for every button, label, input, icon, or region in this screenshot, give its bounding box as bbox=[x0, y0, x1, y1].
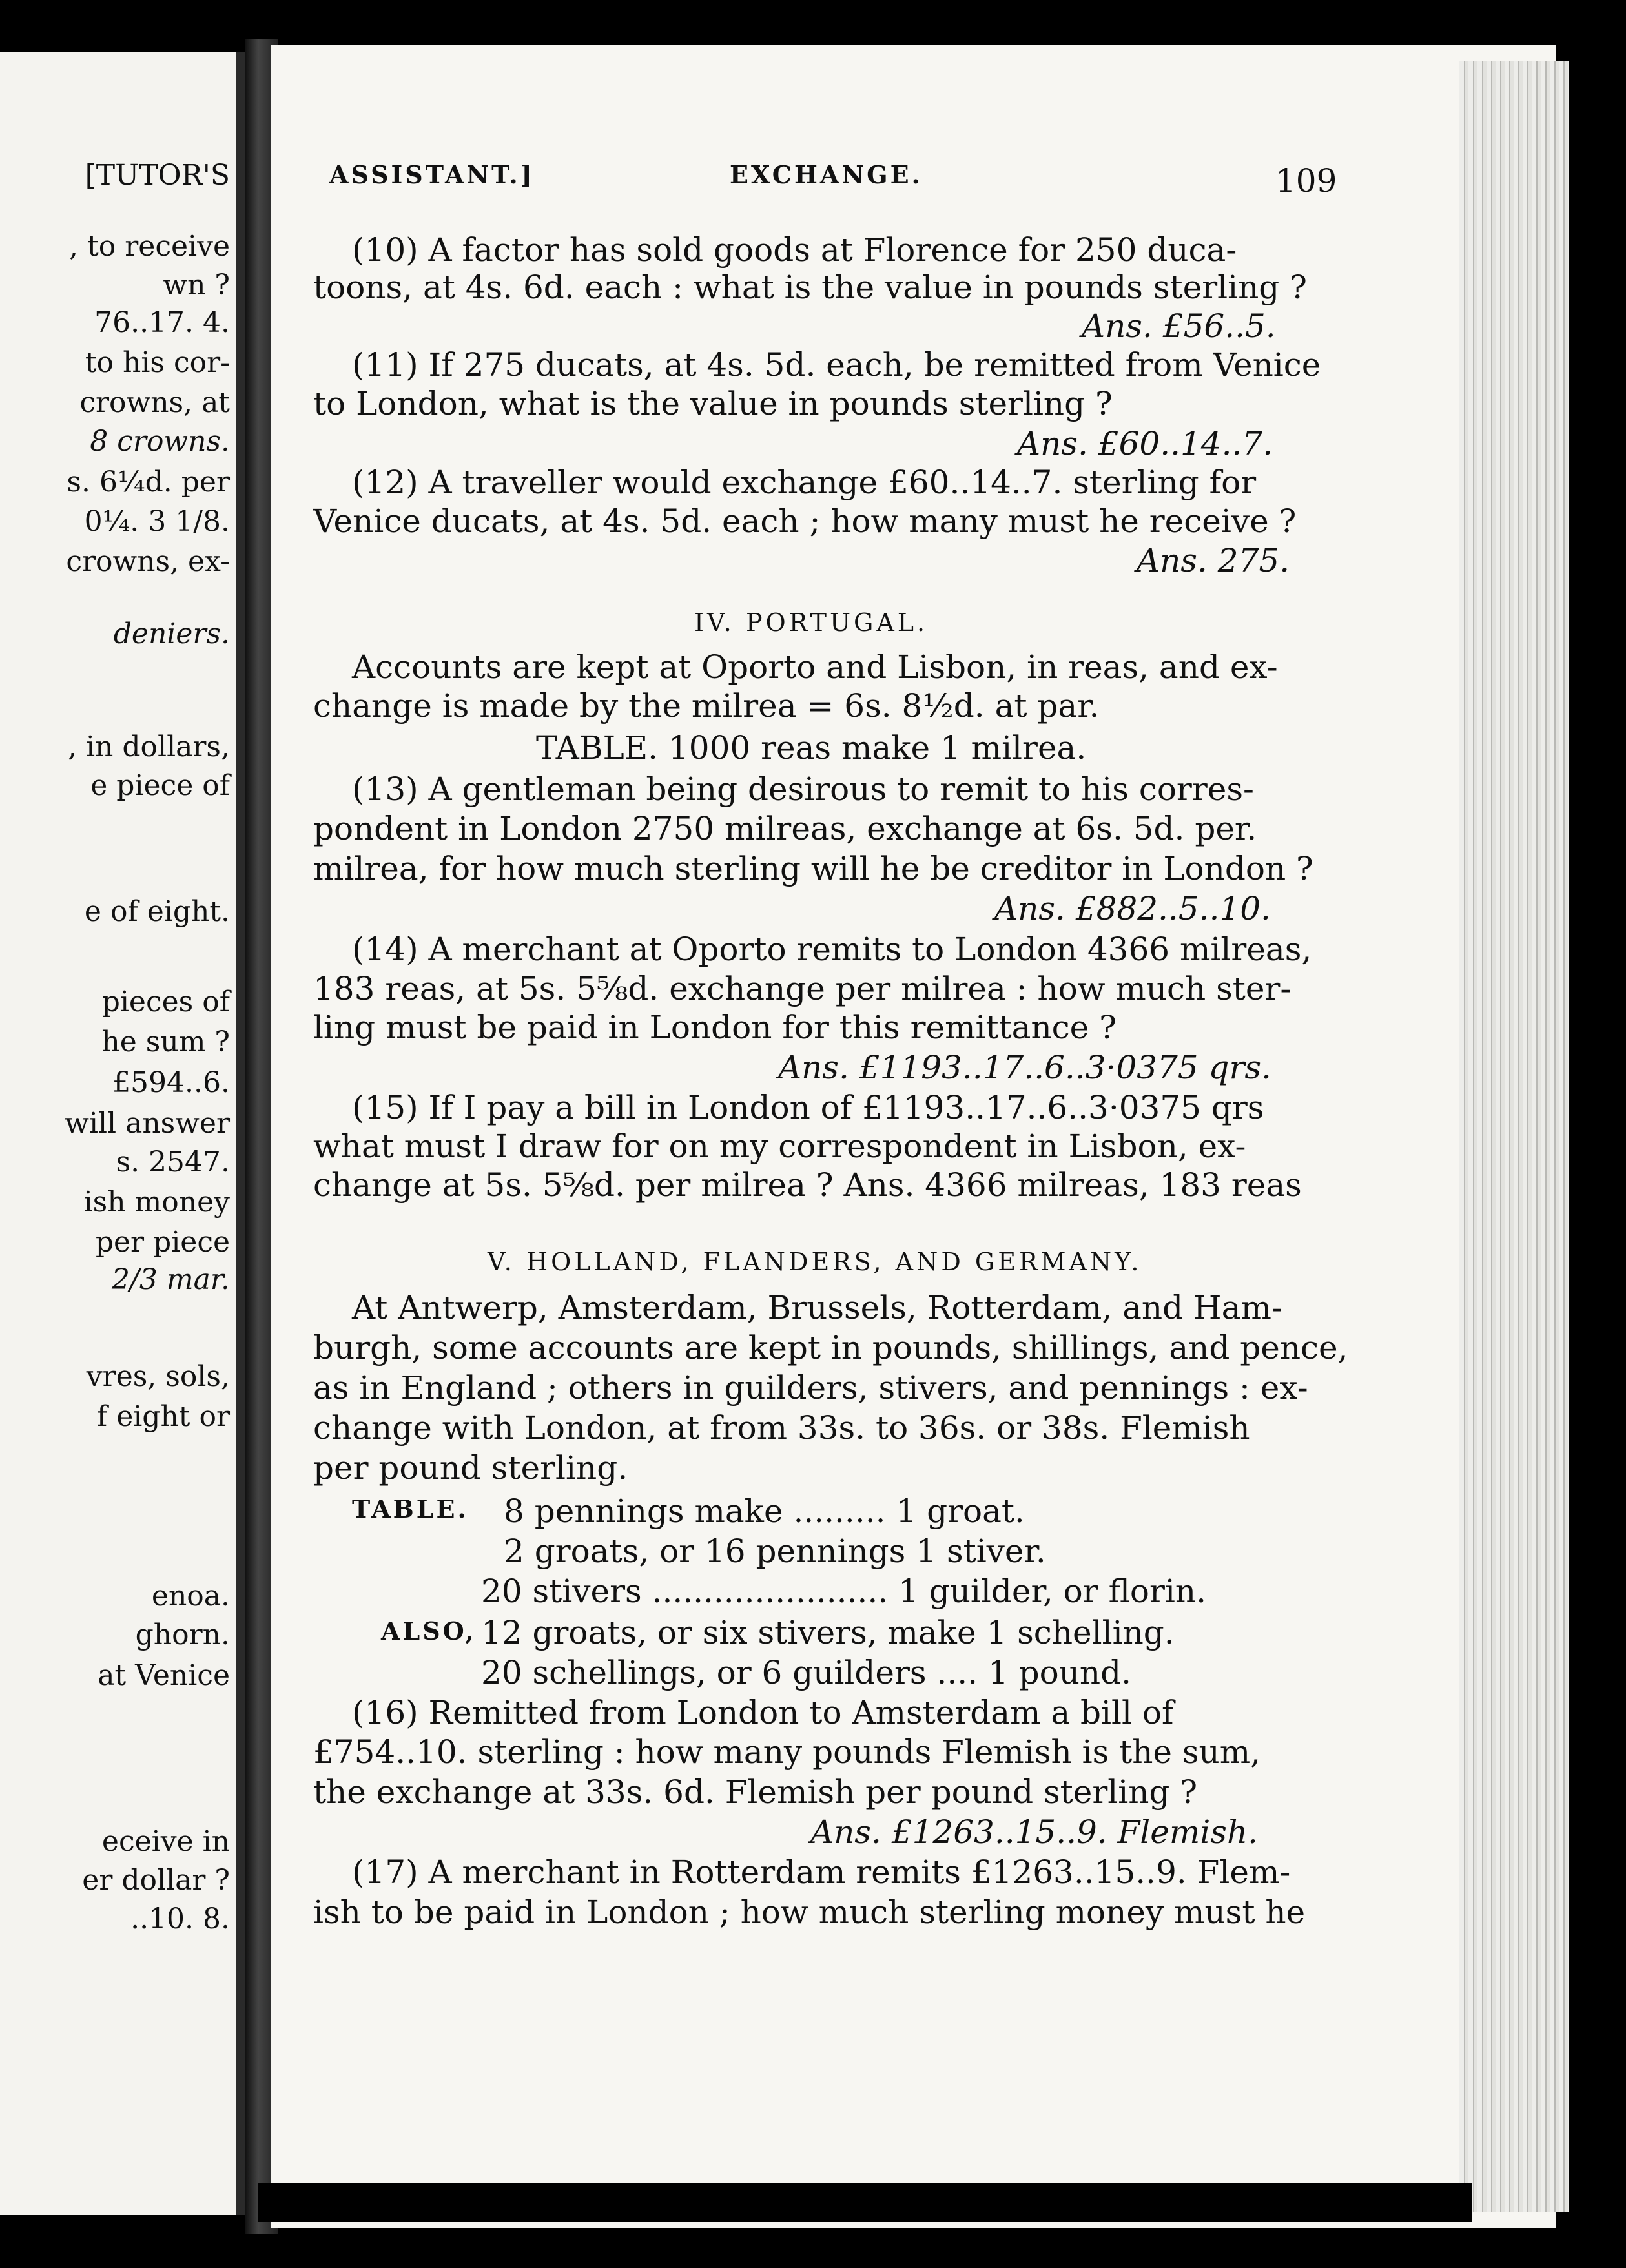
money-table-row-4: 12 groats, or six stivers, make 1 schelling. bbox=[481, 1614, 1175, 1651]
left-page-fragment bbox=[0, 52, 245, 2215]
problem-12-line-1: (12) A traveller would exchange £60..14..7. sterling for bbox=[352, 464, 1257, 501]
left-page-line: ish money bbox=[83, 1186, 230, 1219]
left-page-line: enoa. bbox=[151, 1580, 230, 1613]
left-page-line: 8 crowns. bbox=[90, 425, 230, 458]
money-table-label: TABLE. bbox=[352, 1494, 469, 1523]
section-iv-line-1: Accounts are kept at Oporto and Lisbon, in reas, and ex- bbox=[352, 648, 1278, 686]
page-edges bbox=[1459, 61, 1569, 2212]
left-page-line: f eight or bbox=[96, 1400, 230, 1433]
section-iv-table: TABLE. 1000 reas make 1 milrea. bbox=[536, 729, 1087, 767]
left-page-line: ..10. 8. bbox=[130, 1902, 230, 1935]
problem-10-line-1: (10) A factor has sold goods at Florence for 250 duca- bbox=[352, 231, 1237, 269]
left-page-line: wn ? bbox=[163, 269, 230, 302]
problem-16-line-1: (16) Remitted from London to Amsterdam a bill of bbox=[352, 1694, 1174, 1731]
left-page-line: e of eight. bbox=[84, 895, 230, 928]
left-page-line: s. 2547. bbox=[116, 1146, 230, 1179]
problem-10-line-2: toons, at 4s. 6d. each : what is the value in pounds sterling ? bbox=[313, 269, 1307, 306]
left-page-line: £594..6. bbox=[112, 1066, 230, 1099]
money-table-row-3: 20 stivers ....................... 1 guilder, or florin. bbox=[481, 1572, 1207, 1610]
left-page-line: , in dollars, bbox=[67, 730, 230, 763]
problem-14-line-2: 183 reas, at 5s. 5⅝d. exchange per milrea : how much ster- bbox=[313, 970, 1292, 1007]
left-page-line: vres, sols, bbox=[86, 1360, 230, 1393]
section-v-line-3: as in England ; others in guilders, stivers, and pennings : ex- bbox=[313, 1369, 1308, 1407]
problem-15-line-3: change at 5s. 5⅝d. per milrea ? Ans. 4366 milreas, 183 reas bbox=[313, 1166, 1302, 1204]
left-page-line: pieces of bbox=[101, 985, 230, 1018]
problem-12-answer: Ans. 275. bbox=[1137, 542, 1290, 579]
left-page-line: deniers. bbox=[113, 617, 230, 650]
left-page-line: at Venice bbox=[98, 1659, 230, 1692]
left-page-line: er dollar ? bbox=[82, 1864, 230, 1897]
problem-11-answer: Ans. £60..14..7. bbox=[1017, 425, 1273, 462]
left-page-line: [TUTOR'S bbox=[85, 159, 230, 192]
left-page-line: 76..17. 4. bbox=[94, 306, 230, 339]
left-page-line: 0¼. 3 1/8. bbox=[84, 505, 230, 538]
money-table-also-label: ALSO, bbox=[381, 1616, 477, 1645]
left-page-line: crowns, at bbox=[79, 386, 230, 419]
section-iv-heading: IV. PORTUGAL. bbox=[694, 608, 929, 637]
section-v-line-1: At Antwerp, Amsterdam, Brussels, Rotterdam, and Ham- bbox=[352, 1289, 1282, 1326]
left-page-line: per piece bbox=[95, 1226, 230, 1259]
left-page-line: to his cor- bbox=[85, 346, 230, 379]
section-v-heading: V. HOLLAND, FLANDERS, AND GERMANY. bbox=[488, 1248, 1142, 1276]
problem-13-answer: Ans. £882..5..10. bbox=[994, 890, 1271, 927]
problem-14-line-3: ling must be paid in London for this remittance ? bbox=[313, 1009, 1117, 1046]
problem-16-line-3: the exchange at 33s. 6d. Flemish per pound sterling ? bbox=[313, 1773, 1198, 1811]
left-page-line: he sum ? bbox=[101, 1026, 230, 1058]
problem-15-line-2: what must I draw for on my correspondent in Lisbon, ex- bbox=[313, 1128, 1246, 1165]
left-page-line: will answer bbox=[65, 1107, 230, 1140]
problem-11-line-1: (11) If 275 ducats, at 4s. 5d. each, be remitted from Venice bbox=[352, 346, 1321, 384]
section-v-line-5: per pound sterling. bbox=[313, 1449, 628, 1487]
problem-14-line-1: (14) A merchant at Oporto remits to London 4366 milreas, bbox=[352, 931, 1312, 968]
problem-13-line-1: (13) A gentleman being desirous to remit to his corres- bbox=[352, 770, 1254, 808]
section-iv-line-2: change is made by the milrea = 6s. 8½d. at par. bbox=[313, 687, 1100, 725]
scan-bottom-border bbox=[258, 2183, 1472, 2222]
problem-16-answer: Ans. £1263..15..9. Flemish. bbox=[810, 1813, 1259, 1851]
problem-13-line-3: milrea, for how much sterling will he be creditor in London ? bbox=[313, 850, 1313, 887]
left-page-line: 2/3 mar. bbox=[112, 1263, 230, 1296]
problem-13-line-2: pondent in London 2750 milreas, exchange at 6s. 5d. per. bbox=[313, 810, 1257, 847]
left-page-line: s. 6¼d. per bbox=[67, 466, 230, 499]
problem-12-line-2: Venice ducats, at 4s. 5d. each ; how many must he receive ? bbox=[313, 502, 1297, 540]
left-page-line: e piece of bbox=[90, 769, 230, 802]
problem-16-line-2: £754..10. sterling : how many pounds Flemish is the sum, bbox=[313, 1733, 1261, 1771]
left-page-line: , to receive bbox=[69, 230, 230, 263]
money-table-row-2: 2 groats, or 16 pennings 1 stiver. bbox=[504, 1532, 1046, 1570]
running-header-title: EXCHANGE. bbox=[730, 160, 923, 189]
section-v-line-2: burgh, some accounts are kept in pounds, shillings, and pence, bbox=[313, 1329, 1348, 1366]
left-page-line: eceive in bbox=[101, 1825, 230, 1858]
left-page-line: ghorn. bbox=[135, 1618, 230, 1651]
money-table-row-1: 8 pennings make ......... 1 groat. bbox=[504, 1492, 1025, 1530]
problem-15-line-1: (15) If I pay a bill in London of £1193..17..6..3·0375 qrs bbox=[352, 1089, 1264, 1126]
page-number: 109 bbox=[1275, 162, 1337, 200]
section-v-line-4: change with London, at from 33s. to 36s. or 38s. Flemish bbox=[313, 1409, 1250, 1447]
problem-17-line-2: ish to be paid in London ; how much sterling money must he bbox=[313, 1893, 1306, 1931]
problem-10-answer: Ans. £56..5. bbox=[1082, 307, 1276, 345]
problem-14-answer: Ans. £1193..17..6..3·0375 qrs. bbox=[778, 1049, 1271, 1086]
money-table-row-5: 20 schellings, or 6 guilders .... 1 pound. bbox=[481, 1654, 1132, 1691]
left-page-line: crowns, ex- bbox=[66, 545, 230, 578]
problem-11-line-2: to London, what is the value in pounds sterling ? bbox=[313, 385, 1113, 422]
problem-17-line-1: (17) A merchant in Rotterdam remits £1263..15..9. Flem- bbox=[352, 1853, 1291, 1891]
running-header-left: ASSISTANT.] bbox=[329, 160, 535, 189]
